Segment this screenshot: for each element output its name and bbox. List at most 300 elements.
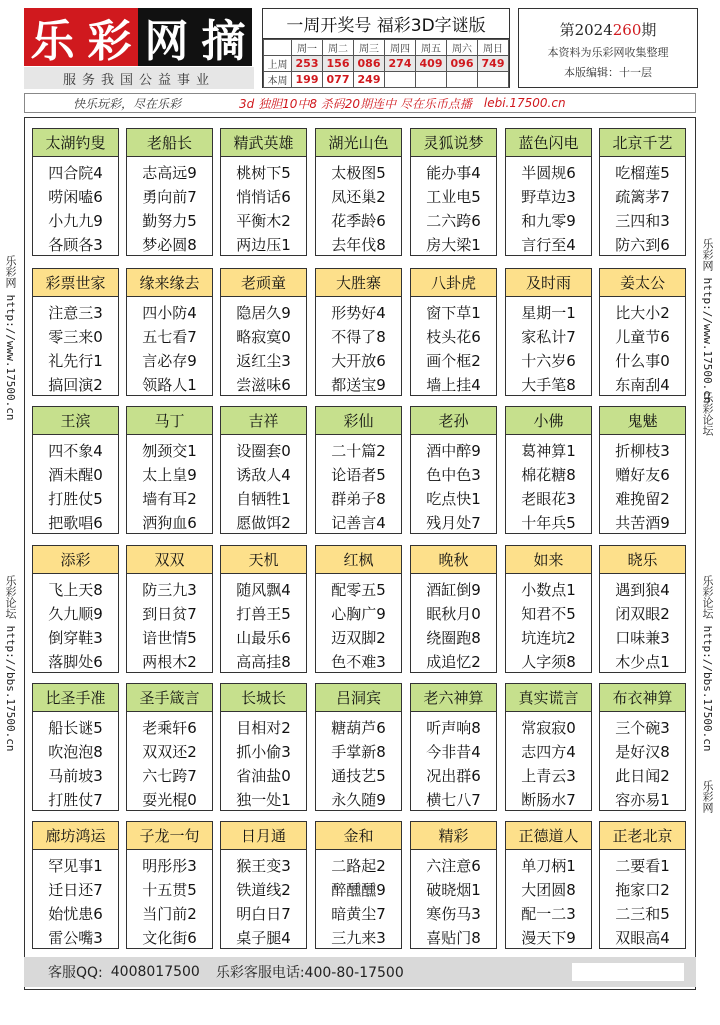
riddle-lines xyxy=(33,435,118,535)
riddle-box xyxy=(220,268,307,396)
riddle-line: 四小防4 xyxy=(142,304,197,322)
draw-number xyxy=(385,72,416,88)
riddle-box-title: 大胜寨 xyxy=(316,269,401,297)
riddle-line: 容亦易1 xyxy=(615,791,670,809)
riddle-line: 六七跨7 xyxy=(142,767,197,785)
riddle-lines xyxy=(316,297,401,397)
riddle-line: 高高挂8 xyxy=(236,653,291,671)
riddle-line: 诱敌人4 xyxy=(236,466,291,484)
riddle-box xyxy=(32,821,119,949)
side-text-right-forum: 乐彩论坛 xyxy=(701,392,714,436)
riddle-lines xyxy=(221,712,306,812)
riddle-line: 口味兼3 xyxy=(615,629,670,647)
riddle-line: 愿做饵2 xyxy=(236,514,291,532)
day-cell: 周四 xyxy=(385,40,416,56)
riddle-line: 明白日7 xyxy=(236,905,291,923)
riddle-line: 六注意6 xyxy=(426,857,481,875)
riddle-line: 东南刮4 xyxy=(615,376,670,394)
riddle-box-title: 及时雨 xyxy=(506,269,591,297)
row-label: 本周 xyxy=(264,72,292,88)
riddle-line: 落脚处6 xyxy=(48,653,103,671)
info-bar xyxy=(24,93,696,113)
riddle-line: 二路起2 xyxy=(331,857,386,875)
riddle-line: 房大梁1 xyxy=(426,236,481,254)
riddle-line: 群弟子8 xyxy=(331,490,386,508)
riddle-line: 今非昔4 xyxy=(426,743,481,761)
day-cell: 周一 xyxy=(292,40,323,56)
riddle-lines xyxy=(600,157,685,257)
draw-number: 749 xyxy=(478,56,509,72)
this-week-row xyxy=(264,72,509,88)
riddle-line: 言行至4 xyxy=(521,236,576,254)
riddle-box-title: 正老北京 xyxy=(600,822,685,850)
riddle-line: 目相对2 xyxy=(236,719,291,737)
riddle-box xyxy=(599,683,686,811)
riddle-box-title: 湖光山色 xyxy=(316,129,401,157)
riddle-line: 三四和3 xyxy=(615,212,670,230)
riddle-box xyxy=(315,683,402,811)
riddle-lines xyxy=(221,157,306,257)
riddle-line: 久九顺9 xyxy=(48,605,103,623)
side-text-right-mid: 乐彩论坛 http://bbs.17500.cn xyxy=(701,575,714,752)
riddle-lines xyxy=(506,574,591,674)
riddle-line: 桃树下5 xyxy=(236,164,291,182)
riddle-line: 窗下草1 xyxy=(426,304,481,322)
riddle-lines xyxy=(411,574,496,674)
riddle-box xyxy=(126,821,213,949)
riddle-box-title: 晚秋 xyxy=(411,546,496,574)
riddle-line: 太上皇9 xyxy=(142,466,197,484)
riddle-box-title: 缘来缘去 xyxy=(127,269,212,297)
riddle-line: 打兽王5 xyxy=(236,605,291,623)
riddle-box xyxy=(505,128,592,256)
motto: 快乐玩彩，尽在乐彩 xyxy=(73,96,182,111)
riddle-lines xyxy=(506,157,591,257)
riddle-line: 枝头花6 xyxy=(426,328,481,346)
riddle-box-title: 老顽童 xyxy=(221,269,306,297)
draw-number: 096 xyxy=(447,56,478,72)
riddle-line: 两边压1 xyxy=(236,236,291,254)
side-text-left-bottom: 乐彩论坛 http://bbs.17500.cn xyxy=(4,575,17,752)
riddle-line: 自牺牲1 xyxy=(236,490,291,508)
logo-char: 网 xyxy=(138,8,195,66)
riddle-line: 遇到狼4 xyxy=(615,581,670,599)
issue-number xyxy=(519,19,697,40)
riddle-line: 小数点1 xyxy=(521,581,576,599)
phone: 乐彩客服电话:400-80-17500 xyxy=(215,965,404,981)
riddle-line: 形势好4 xyxy=(331,304,386,322)
riddle-box-title: 红枫 xyxy=(316,546,401,574)
riddle-box-title: 太湖钓叟 xyxy=(33,129,118,157)
riddle-line: 双眼高4 xyxy=(615,929,670,947)
riddle-box-title: 圣手箴言 xyxy=(127,684,212,712)
riddle-box xyxy=(32,545,119,673)
riddle-line: 画个框2 xyxy=(426,352,481,370)
riddle-line: 成追忆2 xyxy=(426,653,481,671)
riddle-line: 略寂寞0 xyxy=(236,328,291,346)
riddle-line: 赠好友6 xyxy=(615,466,670,484)
riddle-line: 注意三3 xyxy=(48,304,103,322)
riddle-line: 醉醺醺9 xyxy=(331,881,386,899)
riddle-line: 领路人1 xyxy=(142,376,197,394)
riddle-box xyxy=(599,128,686,256)
riddle-line: 三个碗3 xyxy=(615,719,670,737)
riddle-lines xyxy=(127,157,212,257)
riddle-lines xyxy=(411,435,496,535)
riddle-lines xyxy=(506,297,591,397)
riddle-box-title: 蓝色闪电 xyxy=(506,129,591,157)
riddle-line: 桌子腿4 xyxy=(236,929,291,947)
riddle-line: 横七八7 xyxy=(426,791,481,809)
riddle-line: 记善言4 xyxy=(331,514,386,532)
riddle-line: 各顾各3 xyxy=(48,236,103,254)
riddle-box-title: 鬼魅 xyxy=(600,407,685,435)
riddle-line: 二十篇2 xyxy=(331,442,386,460)
draw-number: 249 xyxy=(354,72,385,88)
riddle-line: 共苦酒9 xyxy=(615,514,670,532)
riddle-box xyxy=(315,128,402,256)
riddle-line: 破晓烟1 xyxy=(426,881,481,899)
riddle-line: 防三九3 xyxy=(142,581,197,599)
riddle-line: 拖家口2 xyxy=(615,881,670,899)
riddle-lines xyxy=(316,157,401,257)
riddle-box xyxy=(599,821,686,949)
side-text-right-low: 乐彩网 xyxy=(701,780,714,813)
side-text-right-top: 乐彩网 http://www.17500.cn xyxy=(701,238,714,404)
riddle-lines xyxy=(506,850,591,950)
riddle-box-title: 晓乐 xyxy=(600,546,685,574)
riddle-box-title: 布衣神算 xyxy=(600,684,685,712)
promo-text: 3d 独胆10中8 杀码20期连中 尽在乐币点播 xyxy=(239,96,472,111)
riddle-line: 倒穿鞋3 xyxy=(48,629,103,647)
riddle-line: 迈双脚2 xyxy=(331,629,386,647)
day-cell: 周三 xyxy=(354,40,385,56)
riddle-lines xyxy=(600,574,685,674)
riddle-box-title: 正德道人 xyxy=(506,822,591,850)
riddle-line: 知君不5 xyxy=(521,605,576,623)
riddle-lines xyxy=(411,297,496,397)
draw-days-row xyxy=(264,40,509,56)
riddle-line: 山最乐6 xyxy=(236,629,291,647)
riddle-line: 罕见事1 xyxy=(48,857,103,875)
riddle-line: 铁道线2 xyxy=(236,881,291,899)
riddle-line: 到日贫7 xyxy=(142,605,197,623)
riddle-lines xyxy=(33,712,118,812)
riddle-line: 墙上挂4 xyxy=(426,376,481,394)
riddle-line: 抓小偷3 xyxy=(236,743,291,761)
riddle-line: 况出群6 xyxy=(426,767,481,785)
riddle-line: 暗黄尘7 xyxy=(331,905,386,923)
riddle-line: 老乘轩6 xyxy=(142,719,197,737)
riddle-line: 工业电5 xyxy=(426,188,481,206)
riddle-lines xyxy=(127,574,212,674)
riddle-line: 猴王变3 xyxy=(236,857,291,875)
source-note: 本资料为乐彩网收集整理 xyxy=(547,46,669,59)
riddle-box-title: 小佛 xyxy=(506,407,591,435)
riddle-line: 酒中醉9 xyxy=(426,442,481,460)
riddle-box xyxy=(315,545,402,673)
riddle-lines xyxy=(127,712,212,812)
riddle-box xyxy=(410,406,497,534)
riddle-line: 船长谜5 xyxy=(48,719,103,737)
riddle-line: 和九零9 xyxy=(521,212,576,230)
riddle-line: 心胸广9 xyxy=(331,605,386,623)
riddle-box xyxy=(32,406,119,534)
riddle-line: 什么事0 xyxy=(615,352,670,370)
riddle-line: 漫天下9 xyxy=(521,929,576,947)
qq-number: 4008017500 xyxy=(110,964,200,980)
riddle-line: 凤还巢2 xyxy=(331,188,386,206)
riddle-line: 明彤彤3 xyxy=(142,857,197,875)
riddle-line: 配零五5 xyxy=(331,581,386,599)
riddle-lines xyxy=(600,435,685,535)
riddle-line: 吃点快1 xyxy=(426,490,481,508)
riddle-line: 常寂寂0 xyxy=(521,719,576,737)
corner-cell xyxy=(264,40,292,56)
riddle-line: 单刀柄1 xyxy=(521,857,576,875)
riddle-lines xyxy=(600,712,685,812)
riddle-box-title: 日月通 xyxy=(221,822,306,850)
riddle-box-title: 如来 xyxy=(506,546,591,574)
riddle-line: 手掌新8 xyxy=(331,743,386,761)
riddle-box-title: 老孙 xyxy=(411,407,496,435)
riddle-line: 谙世情5 xyxy=(142,629,197,647)
issue-panel xyxy=(518,8,698,88)
riddle-line: 大手笔8 xyxy=(521,376,576,394)
riddle-box xyxy=(220,683,307,811)
riddle-line: 老眼花3 xyxy=(521,490,576,508)
riddle-line: 飞上天8 xyxy=(48,581,103,599)
riddle-lines xyxy=(33,850,118,950)
day-cell: 周日 xyxy=(478,40,509,56)
riddle-box-title: 姜太公 xyxy=(600,269,685,297)
editor-note: 本版编辑：十一层 xyxy=(564,66,652,79)
riddle-line: 耍光棍0 xyxy=(142,791,197,809)
riddle-lines xyxy=(411,157,496,257)
riddle-box xyxy=(32,683,119,811)
riddle-line: 是好汉8 xyxy=(615,743,670,761)
riddle-line: 十五贯5 xyxy=(142,881,197,899)
riddle-box-title: 老船长 xyxy=(127,129,212,157)
riddle-line: 大开放6 xyxy=(331,352,386,370)
riddle-line: 文化街6 xyxy=(142,929,197,947)
riddle-box xyxy=(410,128,497,256)
riddle-box xyxy=(505,683,592,811)
riddle-lines xyxy=(33,297,118,397)
day-cell: 周五 xyxy=(416,40,447,56)
draw-number xyxy=(447,72,478,88)
day-cell: 周六 xyxy=(447,40,478,56)
riddle-box xyxy=(505,821,592,949)
riddle-line: 迁日还7 xyxy=(48,881,103,899)
draw-number: 409 xyxy=(416,56,447,72)
riddle-box xyxy=(126,683,213,811)
last-week-row xyxy=(264,56,509,72)
riddle-line: 色不难3 xyxy=(331,653,386,671)
riddle-lines xyxy=(600,297,685,397)
riddle-line: 坑连坑2 xyxy=(521,629,576,647)
riddle-line: 打胜仗7 xyxy=(48,791,103,809)
riddle-line: 通技艺5 xyxy=(331,767,386,785)
riddle-line: 人字须8 xyxy=(521,653,576,671)
riddle-line: 言必存9 xyxy=(142,352,197,370)
riddle-line: 酒未醒0 xyxy=(48,466,103,484)
riddle-line: 残月处7 xyxy=(426,514,481,532)
riddle-line: 洒狗血6 xyxy=(142,514,197,532)
riddle-box xyxy=(599,268,686,396)
riddle-box-title: 灵狐说梦 xyxy=(411,129,496,157)
issue-prefix: 第2024 xyxy=(559,21,613,39)
riddle-line: 断肠水7 xyxy=(521,791,576,809)
riddle-line: 两根木2 xyxy=(142,653,197,671)
riddle-line: 独一处1 xyxy=(236,791,291,809)
riddle-line: 喜贴门8 xyxy=(426,929,481,947)
riddle-lines xyxy=(127,435,212,535)
riddle-box xyxy=(32,268,119,396)
riddle-box xyxy=(126,406,213,534)
promo-link[interactable]: lebi.17500.cn xyxy=(483,96,566,110)
riddle-box-title: 王滨 xyxy=(33,407,118,435)
riddle-box-title: 北京千艺 xyxy=(600,129,685,157)
draw-number xyxy=(416,72,447,88)
riddle-box xyxy=(126,545,213,673)
riddle-box-title: 精武英雄 xyxy=(221,129,306,157)
riddle-line: 勇向前7 xyxy=(142,188,197,206)
riddle-line: 糖葫芦6 xyxy=(331,719,386,737)
riddle-box xyxy=(599,545,686,673)
riddle-box-title: 马丁 xyxy=(127,407,212,435)
row-label: 上周 xyxy=(264,56,292,72)
riddle-line: 随风飘4 xyxy=(236,581,291,599)
riddle-line: 始忧患6 xyxy=(48,905,103,923)
riddle-lines xyxy=(127,850,212,950)
riddle-box-title: 真实谎言 xyxy=(506,684,591,712)
riddle-line: 家私计7 xyxy=(521,328,576,346)
side-text-left-top: 乐彩网 http://www.17500.cn xyxy=(4,255,17,421)
riddle-box-title: 精彩 xyxy=(411,822,496,850)
draw-number: 274 xyxy=(385,56,416,72)
riddle-line: 三九来3 xyxy=(331,929,386,947)
riddle-line: 寒伤马3 xyxy=(426,905,481,923)
riddle-lines xyxy=(316,574,401,674)
riddle-lines xyxy=(221,435,306,535)
riddle-box-title: 子龙一句 xyxy=(127,822,212,850)
logo-char: 乐 xyxy=(24,8,81,66)
riddle-line: 当门前2 xyxy=(142,905,197,923)
riddle-box-title: 彩票世家 xyxy=(33,269,118,297)
riddle-line: 眠秋月0 xyxy=(426,605,481,623)
qq-label: 客服QQ: xyxy=(48,965,103,981)
riddle-box-title: 双双 xyxy=(127,546,212,574)
riddle-box xyxy=(599,406,686,534)
riddle-line: 难挽留2 xyxy=(615,490,670,508)
riddle-line: 梦必圆8 xyxy=(142,236,197,254)
riddle-line: 葛神算1 xyxy=(521,442,576,460)
riddle-line: 双双还2 xyxy=(142,743,197,761)
riddle-box-title: 长城长 xyxy=(221,684,306,712)
riddle-box xyxy=(126,268,213,396)
draw-number: 077 xyxy=(323,72,354,88)
riddle-line: 把歌唱6 xyxy=(48,514,103,532)
riddle-line: 吃榴莲5 xyxy=(615,164,670,182)
riddle-box-title: 老六神算 xyxy=(411,684,496,712)
riddle-line: 马前坡3 xyxy=(48,767,103,785)
riddle-line: 不得了8 xyxy=(331,328,386,346)
riddle-box xyxy=(505,268,592,396)
riddle-box xyxy=(220,821,307,949)
riddle-box xyxy=(315,406,402,534)
riddle-line: 防六到6 xyxy=(615,236,670,254)
footer-blank-box xyxy=(572,963,684,981)
riddle-box xyxy=(32,128,119,256)
riddle-lines xyxy=(316,850,401,950)
riddle-line: 儿童节6 xyxy=(615,328,670,346)
draw-number: 199 xyxy=(292,72,323,88)
riddle-line: 搞回演2 xyxy=(48,376,103,394)
logo-char: 彩 xyxy=(81,8,138,66)
draw-number: 086 xyxy=(354,56,385,72)
riddle-line: 色中色3 xyxy=(426,466,481,484)
day-cell: 周二 xyxy=(323,40,354,56)
riddle-lines xyxy=(221,574,306,674)
riddle-box-title: 吉祥 xyxy=(221,407,306,435)
riddle-box xyxy=(410,683,497,811)
riddle-line: 四不象4 xyxy=(48,442,103,460)
riddle-lines xyxy=(506,435,591,535)
riddle-line: 能办事4 xyxy=(426,164,481,182)
riddle-lines xyxy=(411,850,496,950)
riddle-box xyxy=(505,406,592,534)
draw-results-panel xyxy=(262,8,510,88)
riddle-lines xyxy=(221,850,306,950)
riddle-line: 返红尘3 xyxy=(236,352,291,370)
riddle-lines xyxy=(506,712,591,812)
riddle-line: 配一二3 xyxy=(521,905,576,923)
riddle-line: 志四方4 xyxy=(521,743,576,761)
riddle-box xyxy=(505,545,592,673)
riddle-line: 棉花糖8 xyxy=(521,466,576,484)
riddle-box-title: 比圣手准 xyxy=(33,684,118,712)
riddle-line: 此日闻2 xyxy=(615,767,670,785)
issue-suffix: 期 xyxy=(641,21,657,39)
riddle-line: 绕圈跑8 xyxy=(426,629,481,647)
riddle-lines xyxy=(221,297,306,397)
riddle-box xyxy=(410,545,497,673)
draw-number xyxy=(478,72,509,88)
riddle-line: 平衡木2 xyxy=(236,212,291,230)
riddle-line: 四合院4 xyxy=(48,164,103,182)
draw-title: 一周开奖号 福彩3D字谜版 xyxy=(263,9,509,39)
riddle-line: 隐居久9 xyxy=(236,304,291,322)
riddle-line: 五七看7 xyxy=(142,328,197,346)
riddle-line: 星期一1 xyxy=(521,304,576,322)
riddle-lines xyxy=(316,435,401,535)
riddle-line: 永久随9 xyxy=(331,791,386,809)
slogan: 服务我国公益事业 xyxy=(24,67,254,89)
riddle-box-title: 金和 xyxy=(316,822,401,850)
riddle-line: 酒缸倒9 xyxy=(426,581,481,599)
riddle-line: 比大小2 xyxy=(615,304,670,322)
riddle-line: 半圆规6 xyxy=(521,164,576,182)
riddle-lines xyxy=(316,712,401,812)
riddle-line: 论语者5 xyxy=(331,466,386,484)
riddle-line: 二要看1 xyxy=(615,857,670,875)
riddle-line: 勤努力5 xyxy=(142,212,197,230)
issue-id: 260 xyxy=(612,21,642,39)
riddle-box xyxy=(220,128,307,256)
riddle-box-title: 天机 xyxy=(221,546,306,574)
riddle-line: 去年伐8 xyxy=(331,236,386,254)
